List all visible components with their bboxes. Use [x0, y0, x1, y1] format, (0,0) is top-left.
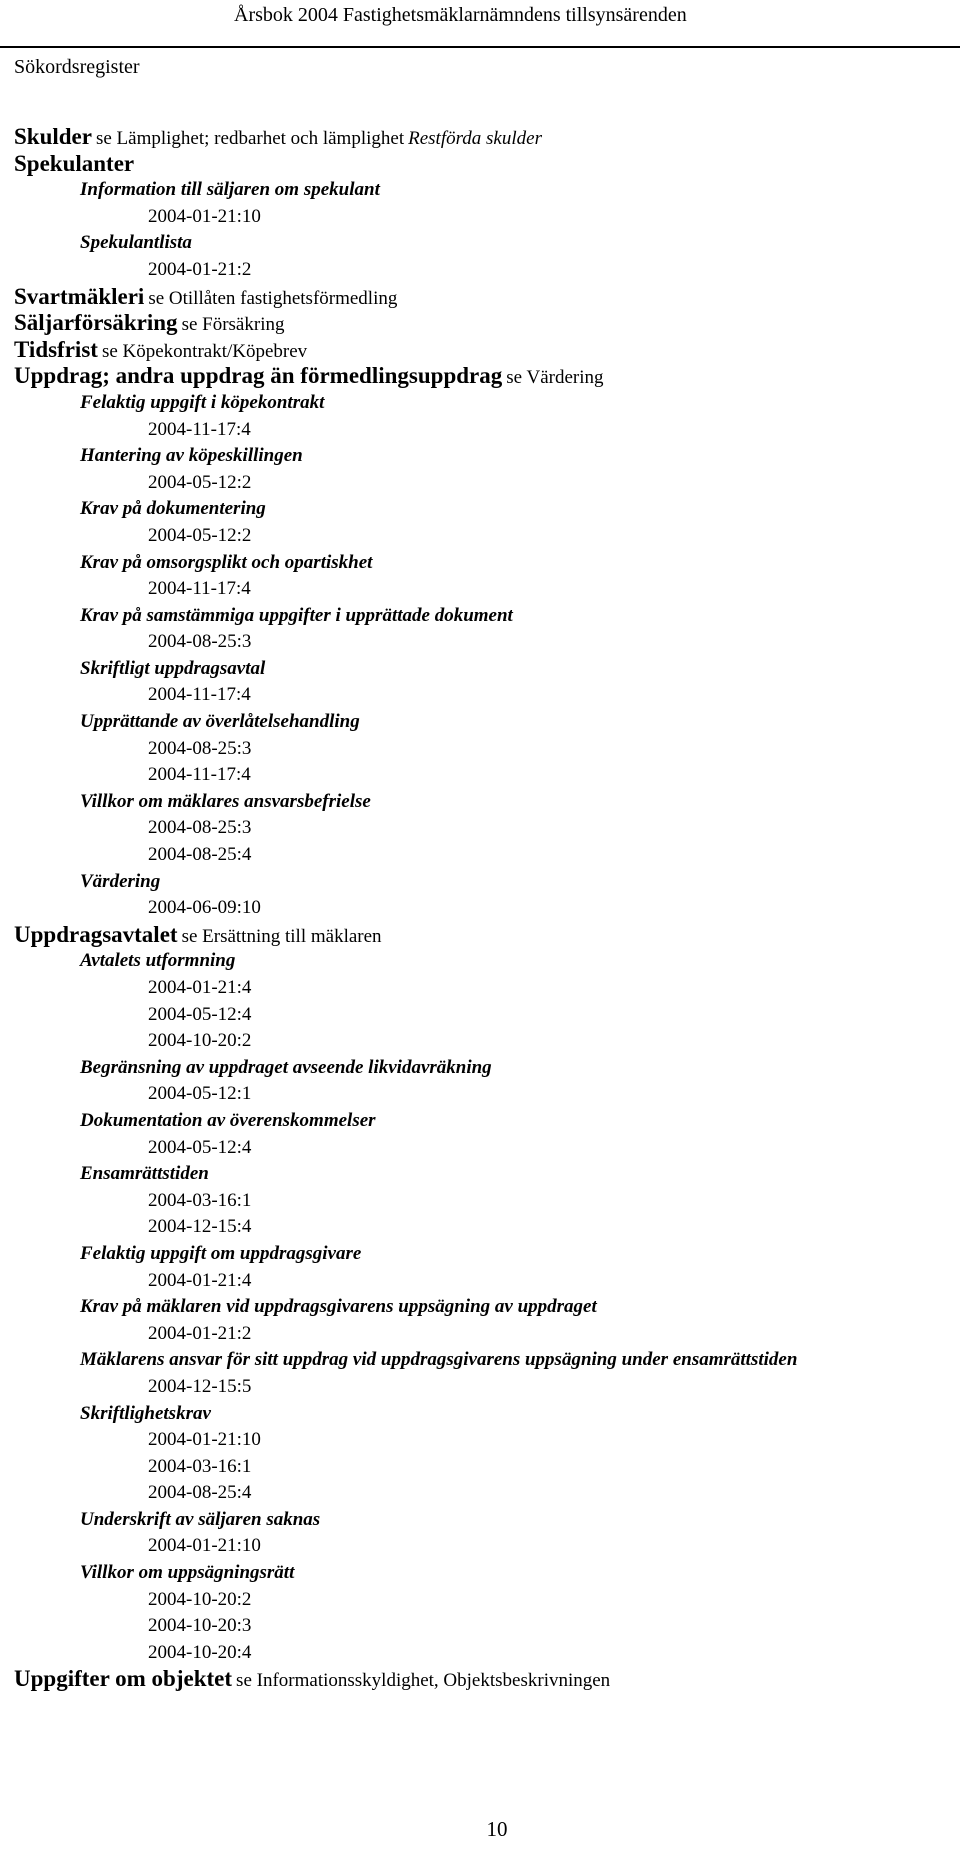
subentry-title: Krav på omsorgsplikt och opartiskhet	[80, 551, 373, 573]
subentry-line	[80, 1108, 960, 1135]
index-term: Skulder	[14, 124, 92, 149]
index-term: Uppdrag; andra uppdrag än förmedlingsuppdrag	[14, 363, 503, 389]
case-reference: 2004-10-20:3	[148, 1615, 252, 1637]
subentry-line	[80, 230, 960, 257]
subentry-title: Skriftlighetskrav	[80, 1402, 211, 1424]
subentry-line	[80, 948, 960, 975]
subentry-line	[80, 656, 960, 683]
subentry-line	[80, 177, 960, 204]
see-reference: se Informationsskyldighet, Objektsbeskrivningen	[236, 1670, 611, 1692]
case-reference: 2004-12-15:4	[148, 1216, 252, 1238]
index-term: Uppgifter om objektet	[14, 1666, 233, 1692]
index-term: Svartmäkleri	[14, 283, 145, 309]
index-entry-line	[14, 337, 960, 364]
case-reference: 2004-05-12:1	[148, 1083, 252, 1105]
subentry-title: Information till säljaren om spekulant	[80, 179, 380, 201]
subentry-title: Underskrift av säljaren saknas	[80, 1508, 321, 1530]
case-reference: 2004-08-25:3	[148, 631, 252, 653]
case-reference: 2004-01-21:4	[148, 977, 252, 998]
see-reference: se Otillåten fastighetsförmedling	[148, 287, 398, 309]
subentry-title: Felaktig uppgift om uppdragsgivare	[80, 1242, 362, 1264]
index-entry-line	[14, 310, 960, 337]
index-entry	[14, 337, 960, 364]
case-reference: 2004-11-17:4	[148, 764, 251, 786]
subentry-line	[80, 709, 960, 736]
subentry-line	[80, 1507, 960, 1534]
subentry-title: Krav på samstämmiga uppgifter i upprättade dokument	[80, 604, 513, 626]
running-header-title: Årsbok 2004 Fastighetsmäklarnämndens tillsynsärenden	[234, 4, 687, 26]
subentry-line	[80, 1161, 960, 1188]
index-entry-line	[14, 284, 960, 311]
case-reference: 2004-08-25:4	[148, 844, 252, 866]
case-reference: 2004-01-21:10	[148, 1535, 261, 1557]
case-reference: 2004-05-12:4	[148, 1003, 252, 1025]
case-reference: 2004-08-25:3	[148, 817, 252, 839]
case-reference: 2004-05-12:2	[148, 524, 252, 546]
subentry-title: Krav på dokumentering	[80, 498, 266, 520]
page-number: 10	[486, 1817, 508, 1841]
see-reference: se Försäkring	[181, 314, 285, 336]
index-entry-line	[14, 922, 960, 949]
index-entry	[14, 151, 960, 284]
subentry-line	[80, 1401, 960, 1428]
case-reference: 2004-03-16:1	[148, 1455, 252, 1477]
subentry-title: Krav på mäklaren vid uppdragsgivarens uppsägning av uppdraget	[80, 1296, 597, 1318]
index-term: Spekulanter	[14, 150, 135, 176]
case-reference: 2004-01-21:2	[148, 258, 252, 280]
case-reference: 2004-03-16:1	[148, 1189, 252, 1211]
subentry-line	[80, 869, 960, 896]
index-list	[14, 124, 960, 1693]
subentry-title: Avtalets utformning	[80, 950, 236, 972]
index-entry-line	[14, 124, 960, 151]
subentry-line	[80, 1294, 960, 1321]
case-reference: 2004-08-25:4	[148, 1482, 252, 1504]
index-term: Uppdragsavtalet	[14, 921, 178, 947]
see-reference: se Ersättning till mäklaren	[181, 925, 382, 947]
index-entry	[14, 124, 960, 151]
case-reference: 2004-05-12:4	[148, 1136, 252, 1158]
index-entry	[14, 922, 960, 1667]
subentry-title: Spekulantlista	[80, 232, 192, 254]
index-entry	[14, 310, 960, 337]
index-entry-line	[14, 151, 960, 178]
case-reference: 2004-01-21:4	[148, 1269, 252, 1291]
subentry-title: Värdering	[80, 870, 161, 892]
subentry-title: Dokumentation av överenskommelser	[80, 1109, 376, 1131]
subentry-title: Hantering av köpeskillingen	[80, 445, 303, 467]
see-reference: se Lämplighet; redbarhet och lämplighet	[95, 128, 405, 149]
subentry-line	[80, 550, 960, 577]
case-reference: 2004-10-20:2	[148, 1030, 252, 1052]
index-entry	[14, 363, 960, 921]
case-reference: 2004-10-20:4	[148, 1641, 252, 1663]
see-reference: se Köpekontrakt/Köpebrev	[101, 340, 308, 362]
case-reference: 2004-11-17:4	[148, 418, 251, 440]
index-entry	[14, 284, 960, 311]
subentry-line	[80, 1560, 960, 1587]
subentry-line	[80, 1241, 960, 1268]
subentry-line	[80, 1347, 960, 1374]
case-reference: 2004-06-09:10	[148, 897, 261, 919]
index-term: Tidsfrist	[14, 336, 98, 362]
subentry-title: Villkor om mäklares ansvarsbefrielse	[80, 790, 371, 812]
subentry-line	[80, 443, 960, 470]
subentry-title: Villkor om uppsägningsrätt	[80, 1562, 295, 1584]
case-reference: 2004-12-15:5	[148, 1375, 252, 1397]
case-reference: 2004-11-17:4	[148, 684, 251, 706]
index-term: Säljarförsäkring	[14, 310, 178, 336]
case-reference: 2004-11-17:4	[148, 578, 251, 600]
header-rule	[0, 46, 960, 48]
case-reference: 2004-08-25:3	[148, 737, 252, 759]
index-entry-line	[14, 1666, 960, 1693]
section-label: Sökordsregister	[14, 56, 140, 78]
see-reference-italic: Restförda skulder	[408, 128, 542, 149]
case-reference: 2004-01-21:10	[148, 205, 261, 227]
subentry-title: Felaktig uppgift i köpekontrakt	[80, 391, 325, 413]
subentry-line	[80, 789, 960, 816]
subentry-line	[80, 496, 960, 523]
subentry-line	[80, 390, 960, 417]
index-entry	[14, 1666, 960, 1693]
case-reference: 2004-10-20:2	[148, 1588, 252, 1610]
see-reference: se Värdering	[506, 367, 604, 389]
subentry-title: Mäklarens ansvar för sitt uppdrag vid uppdragsgivarens uppsägning under ensamrättstiden	[80, 1349, 798, 1371]
subentry-title: Upprättande av överlåtelsehandling	[80, 711, 360, 733]
case-reference: 2004-01-21:2	[148, 1322, 252, 1344]
subentry-line	[80, 603, 960, 630]
index-entry-line	[14, 363, 960, 390]
subentry-title: Ensamrättstiden	[80, 1163, 209, 1185]
case-reference: 2004-05-12:2	[148, 471, 252, 493]
case-reference: 2004-01-21:10	[148, 1429, 261, 1451]
subentry-title: Skriftligt uppdragsavtal	[80, 657, 266, 679]
subentry-line	[80, 1055, 960, 1082]
subentry-title: Begränsning av uppdraget avseende likvidavräkning	[80, 1056, 492, 1078]
